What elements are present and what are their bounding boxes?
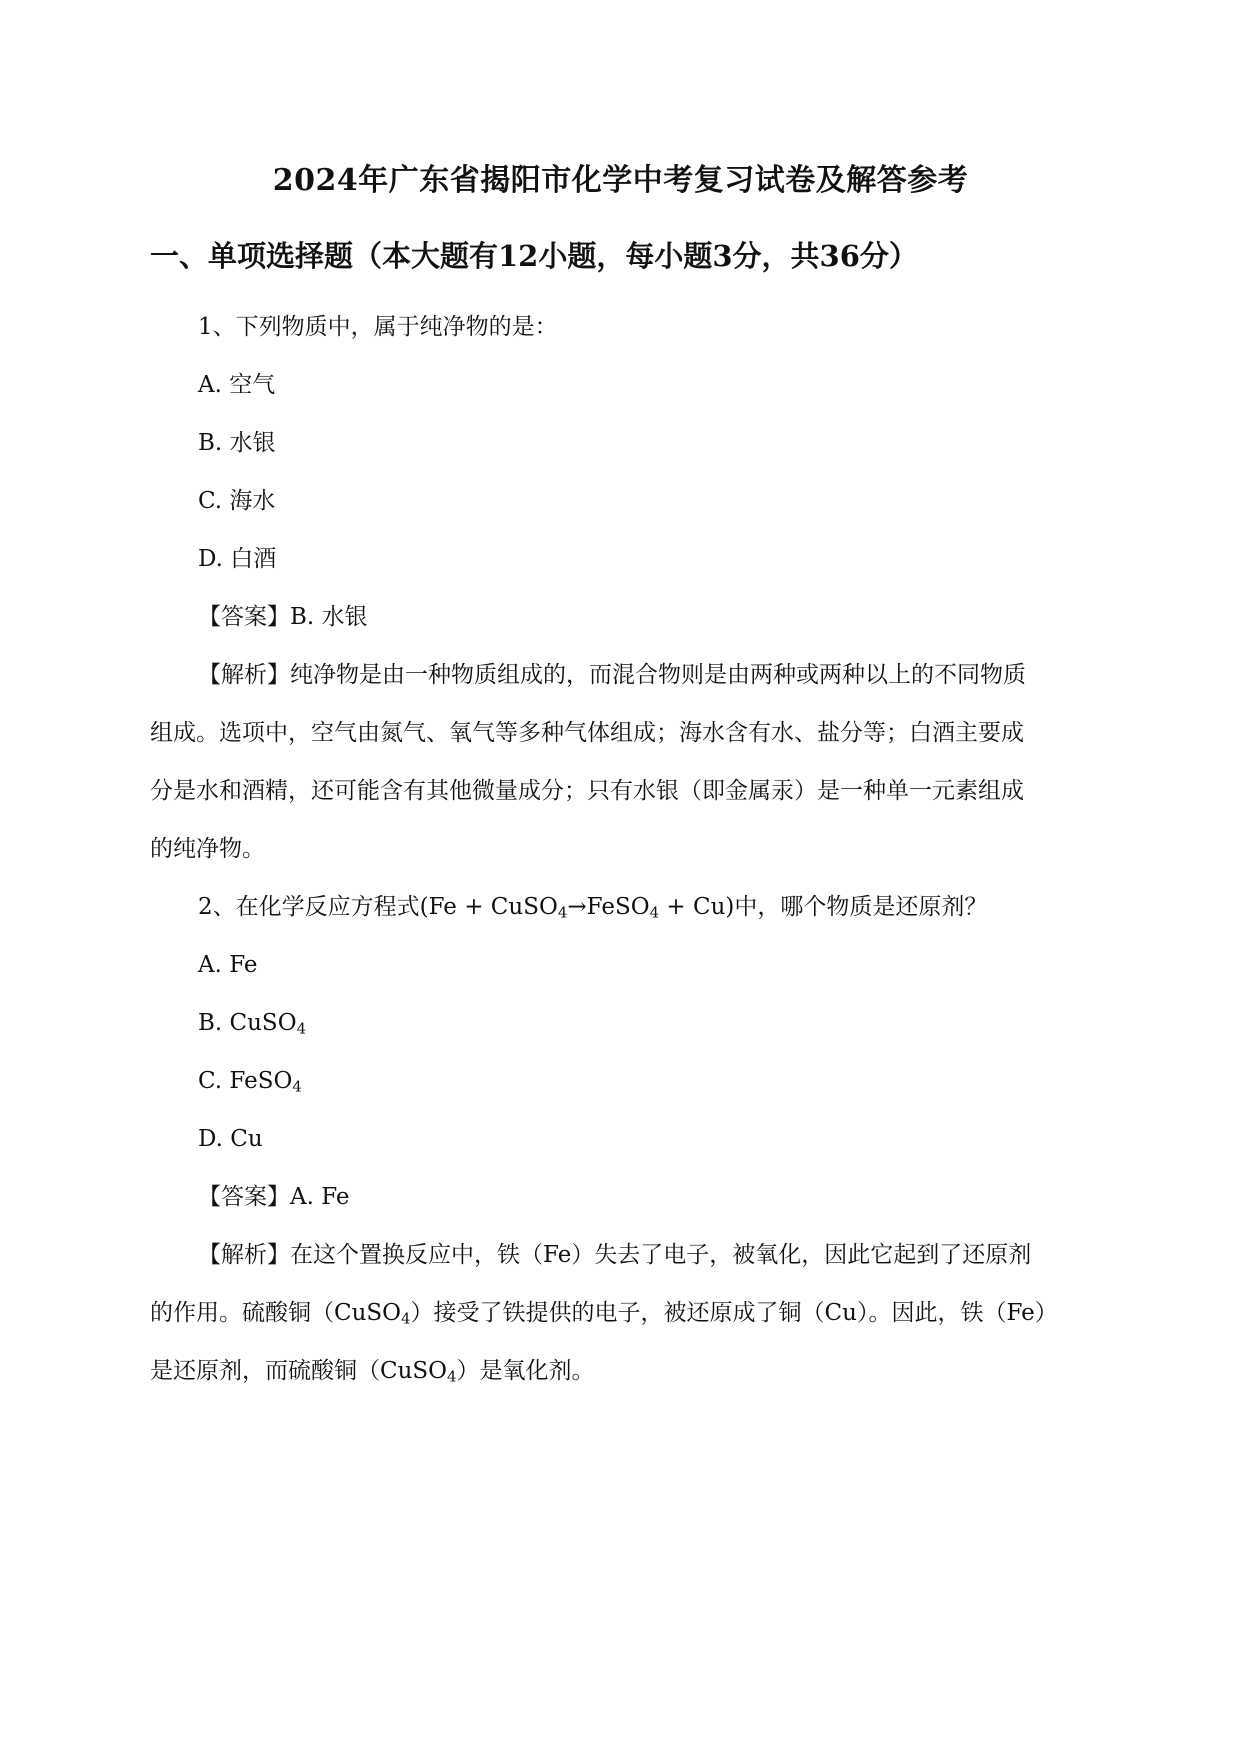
q2-analysis-line-1: 【解析】在这个置换反应中，铁（Fe）失去了电子，被氧化，因此它起到了还原剂 bbox=[198, 1242, 1032, 1268]
q2-option-d: D. Cu bbox=[198, 1126, 263, 1152]
subscript-4: 4 bbox=[292, 1077, 302, 1096]
q1-option-c: C. 海水 bbox=[198, 488, 276, 514]
q2-stem-suffix: + Cu)中，哪个物质是还原剂？ bbox=[659, 894, 988, 920]
q2-analysis-line-2-pre: 的作用。硫酸铜（CuSO bbox=[150, 1300, 402, 1326]
q2-option-b bbox=[198, 1008, 306, 1038]
question-2-stem bbox=[198, 892, 987, 922]
question-1-stem: 1、下列物质中，属于纯净物的是： bbox=[198, 314, 558, 340]
subscript-4: 4 bbox=[557, 903, 568, 922]
q2-stem-mid: →FeSO bbox=[567, 894, 650, 920]
q2-analysis-line-2-post: ）接受了铁提供的电子，被还原成了铜（Cu）。因此，铁（Fe） bbox=[410, 1300, 1058, 1326]
q2-option-b-text: B. CuSO bbox=[198, 1010, 297, 1036]
q2-option-c-text: C. FeSO bbox=[198, 1068, 293, 1094]
q2-analysis-line-2 bbox=[150, 1298, 1058, 1328]
subscript-4: 4 bbox=[296, 1019, 307, 1038]
q1-analysis-line-4: 的纯净物。 bbox=[150, 836, 265, 862]
q2-option-a: A. Fe bbox=[198, 952, 258, 978]
q1-analysis-line-3: 分是水和酒精，还可能含有其他微量成分；只有水银（即金属汞）是一种单一元素组成 bbox=[150, 778, 1024, 804]
q2-option-c bbox=[198, 1066, 302, 1096]
q1-option-b: B. 水银 bbox=[198, 430, 276, 456]
subscript-4: 4 bbox=[447, 1367, 457, 1386]
q1-option-d: D. 白酒 bbox=[198, 546, 277, 572]
q1-analysis-line-1: 【解析】纯净物是由一种物质组成的，而混合物则是由两种或两种以上的不同物质 bbox=[198, 662, 1026, 688]
q2-analysis-line-3-pre: 是还原剂，而硫酸铜（CuSO bbox=[150, 1358, 448, 1384]
q2-answer: 【答案】A. Fe bbox=[198, 1184, 350, 1210]
q2-stem-prefix: 2、在化学反应方程式(Fe + CuSO bbox=[198, 894, 558, 920]
q2-analysis-line-3 bbox=[150, 1356, 595, 1386]
q1-analysis-line-2: 组成。选项中，空气由氮气、氧气等多种气体组成；海水含有水、盐分等；白酒主要成 bbox=[150, 720, 1024, 746]
q1-answer: 【答案】B. 水银 bbox=[198, 604, 368, 630]
subscript-4: 4 bbox=[649, 903, 660, 922]
q2-analysis-line-3-post: ）是氧化剂。 bbox=[456, 1358, 595, 1384]
subscript-4: 4 bbox=[401, 1309, 411, 1328]
q1-option-a: A. 空气 bbox=[198, 372, 276, 398]
section-heading: 一、单项选择题（本大题有12小题，每小题3分，共36分） bbox=[150, 239, 918, 273]
document-title: 2024年广东省揭阳市化学中考复习试卷及解答参考 bbox=[272, 163, 969, 198]
